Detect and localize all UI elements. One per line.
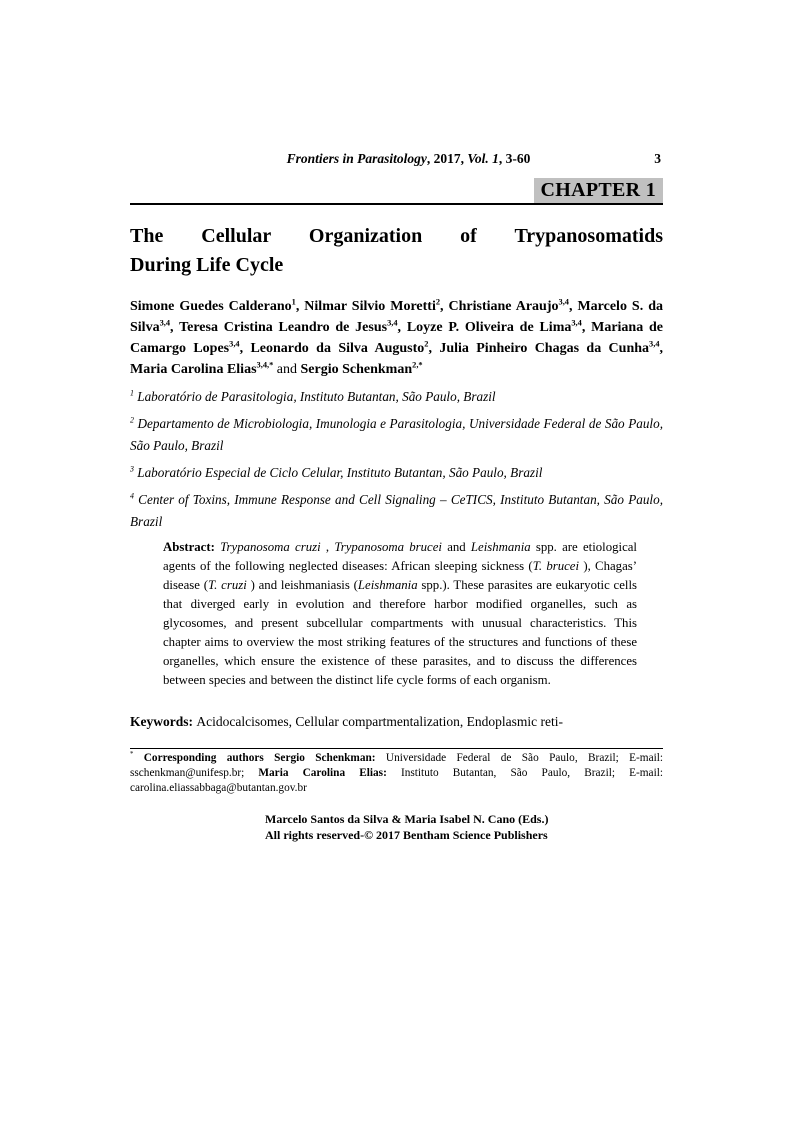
footnote-separator [130,748,663,749]
corresponding-authors-footnote: * Corresponding authors Sergio Schenkman: Universidade Federal de São Paulo, Brazil; E-mail: sschenkman@unifesp.br; Maria Carolina Elias: Instituto Butantan, São Paulo, Brazil; E-mail: carolina.eliassabbaga@butantan.gov.br [130,751,664,794]
page-content [130,0,663,843]
affiliations [130,386,663,533]
journal-citation: Frontiers in Parasitology, 2017, Vol. 1, 3-60 [286,151,531,166]
editors-line: Marcelo Santos da Silva & Maria Isabel N. Cano (Eds.) [265,812,549,826]
affiliation-3: $^3$ Laboratório Especial de Ciclo Celular, Instituto Butantan, São Paulo, Brazil [130,464,543,480]
affiliation-2: $^2$ Departamento de Microbiologia, Imunologia e Parasitologia, Universidade Federal de São Paulo, São Paulo, Brazil [130,415,663,453]
page-number: 3 [654,151,661,166]
chapter-heading-rule [130,178,663,205]
affiliation-1: $^1$ Laboratório de Parasitologia, Instituto Butantan, São Paulo, Brazil [130,388,496,404]
editors-block [130,811,663,843]
chapter-badge: CHAPTER 1 [534,178,663,203]
copyright-line: All rights reserved-© 2017 Bentham Science Publishers [265,828,548,842]
running-head [130,150,663,167]
abstract: Abstract: Trypanosoma cruzi , Trypanosoma brucei and Leishmania spp. are etiological agents of the following neglected diseases: African sleeping sickness (T. brucei ), Chagas’ disease (T. cruzi ) and leishmaniasis (Leishmania spp.). These parasites are eukaryotic cells that diverged early in evolution and therefore harbor modified organelles, such as glycosomes, and present subcellular compartments with unusual characteristics. This chapter aims to overview the most striking features of the structures and functions of these organelles, which ensure the existence of these parasites, and to discuss the differences between species and between the distinct life cycle forms of each organism. [163,540,637,687]
chapter-title [130,222,663,280]
authors-list: Simone Guedes Calderano$^1$, Nilmar Silvio Moretti$^2$, Christiane Araujo$^{3,4}$, Marcelo S. da Silva$^{3,4}$, Teresa Cristina Leandro de Jesus$^{3,4}$, Loyze P. Oliveira de Lima$^{3,4}$, Mariana de Camargo Lopes$^{3,4}$, Leonardo da Silva Augusto$^2$, Julia Pinheiro Chagas da Cunha$^{3,4}$, Maria Carolina Elias$^{3,4,*}$ and Sergio Schenkman$^{2,*}$ [130,297,663,377]
affiliation-4: $^4$ Center of Toxins, Immune Response and Cell Signaling – CeTICS, Instituto Butantan, São Paulo, Brazil [130,491,663,529]
chapter-title-line-2: During Life Cycle [130,254,284,276]
chapter-title-line-1: The Cellular Organization of Trypanosomatids [130,225,663,247]
keywords: Keywords: Acidocalcisomes, Cellular compartmentalization, Endoplasmic reti- [130,714,564,729]
